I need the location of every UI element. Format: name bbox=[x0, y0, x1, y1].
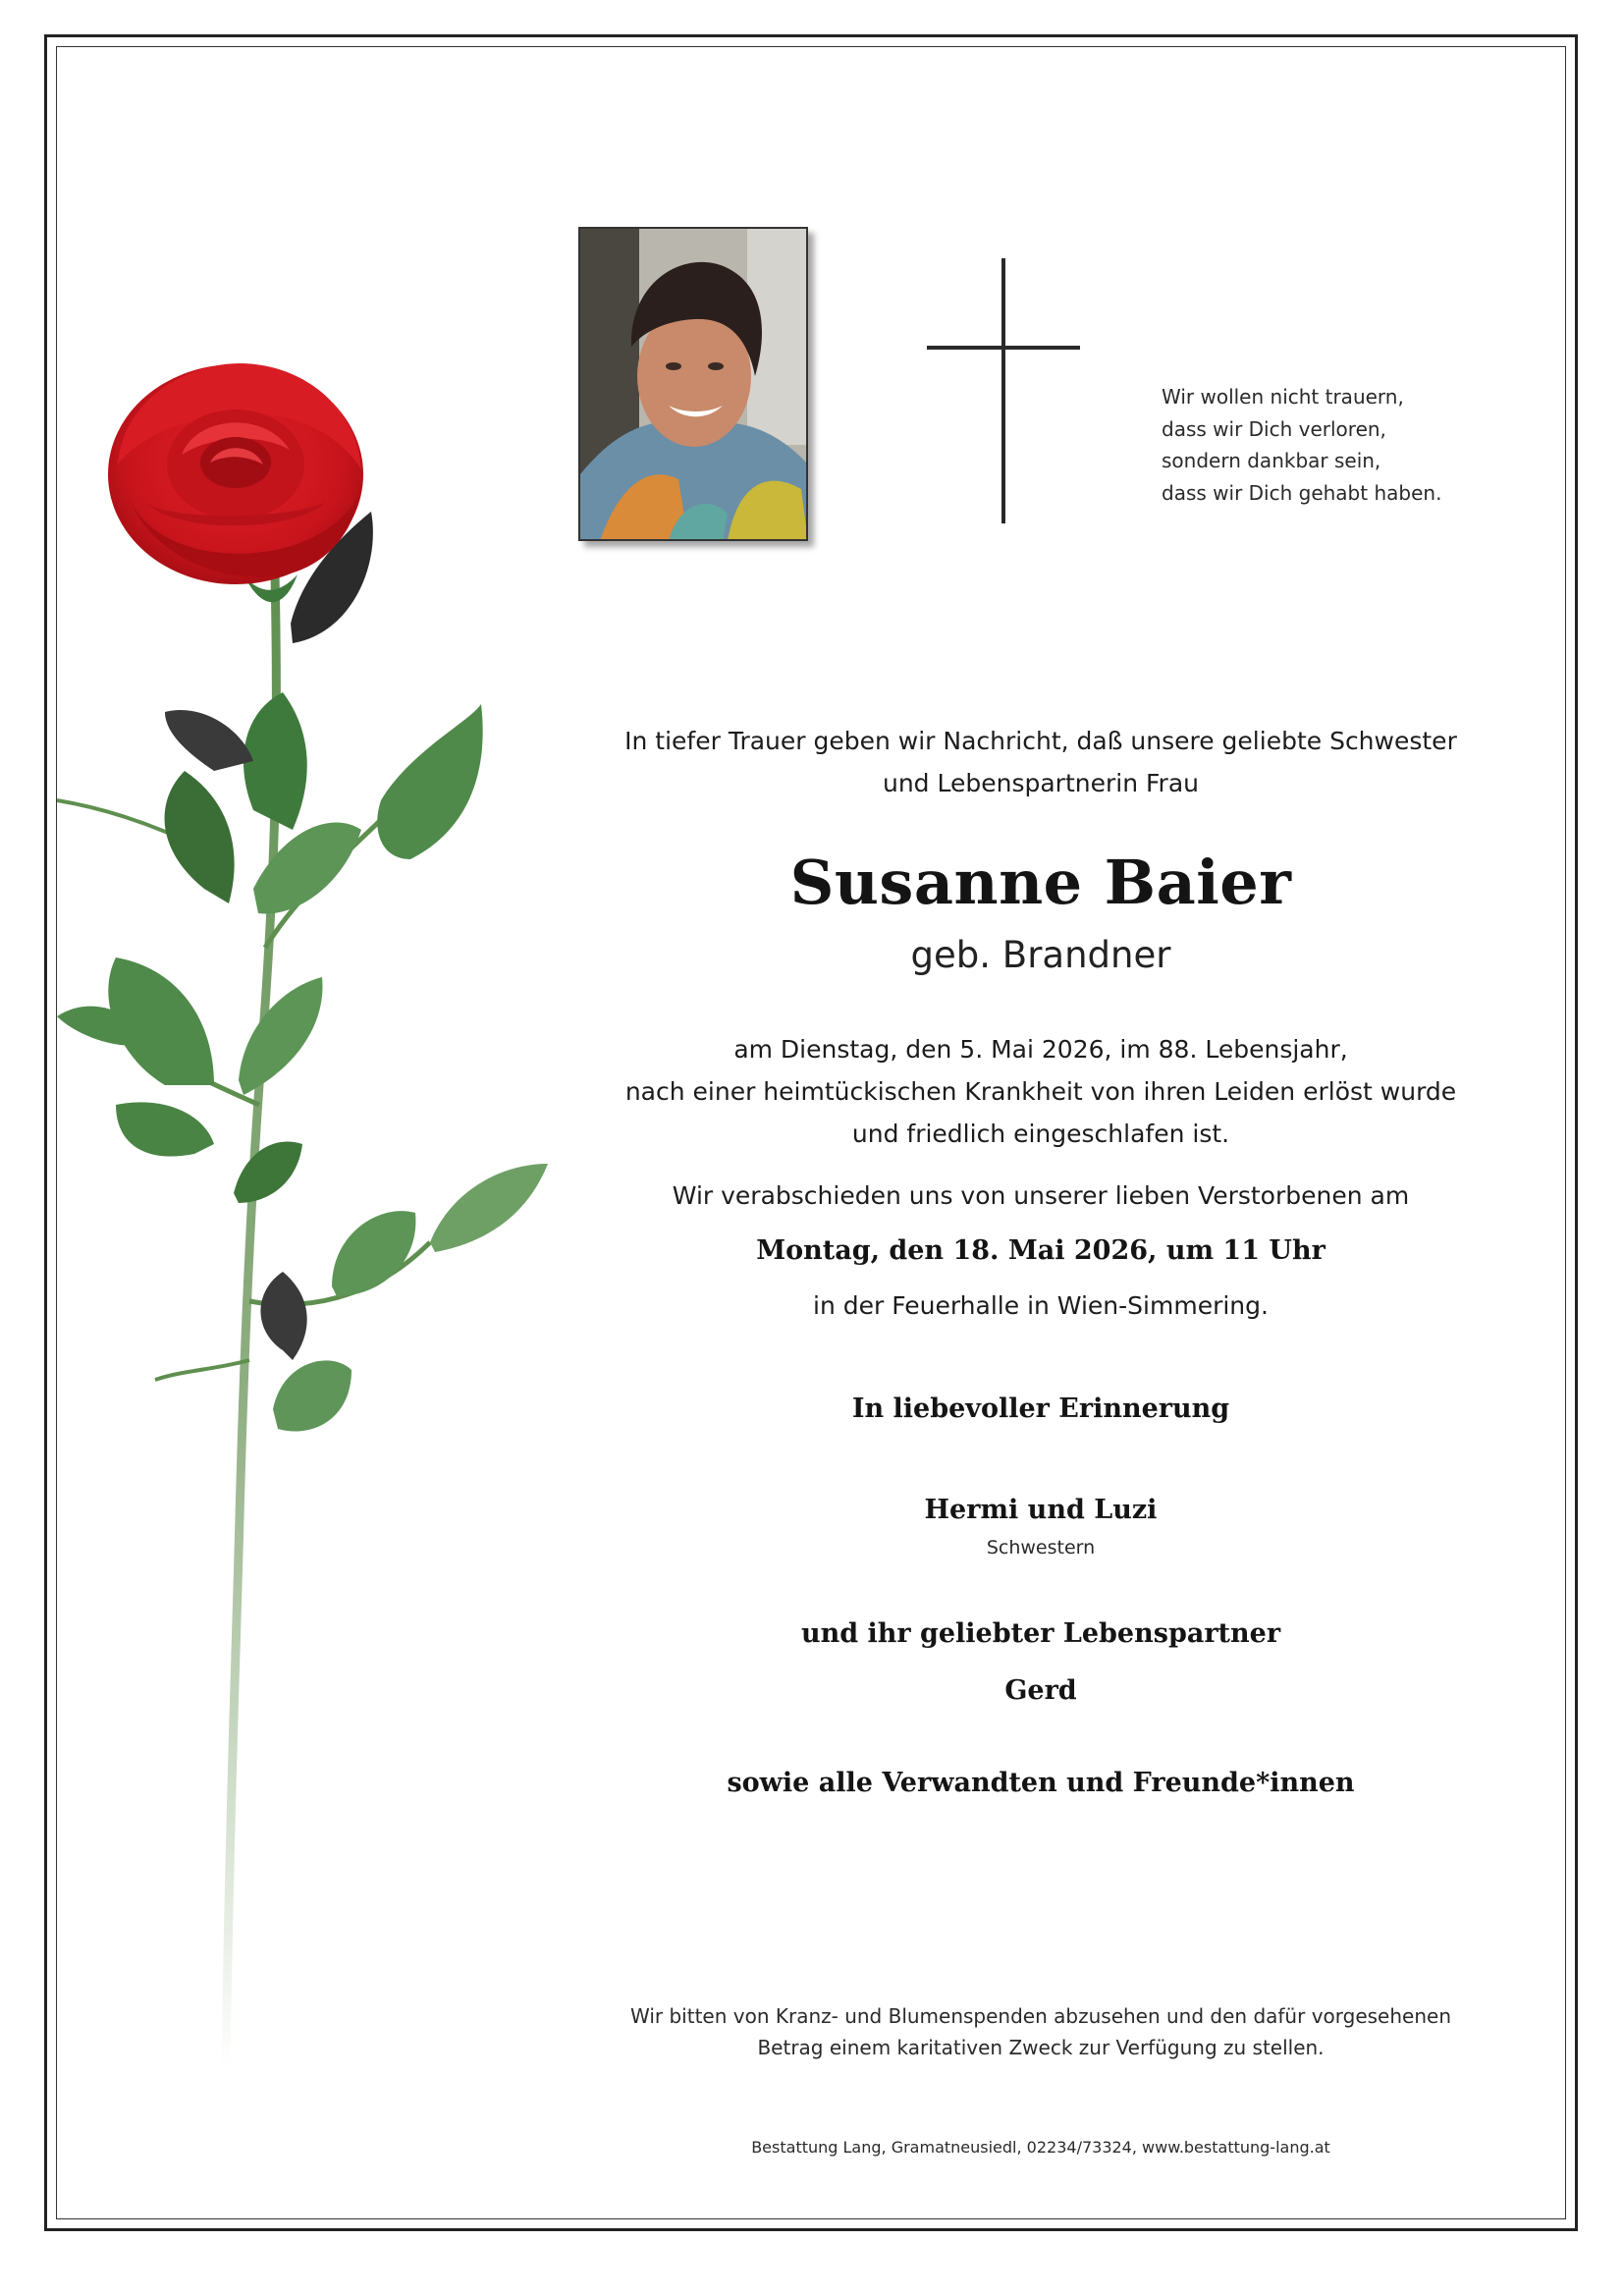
death-line-1: am Dienstag, den 5. Mai 2026, im 88. Lebensjahr, bbox=[733, 1035, 1348, 1064]
partner-line: und ihr geliebter Lebenspartner bbox=[800, 1618, 1281, 1649]
donation-note-line-1: Wir bitten von Kranz- und Blumenspenden abzusehen und den dafür vorgesehenen bbox=[630, 2004, 1451, 2028]
funeral-home-footer: Bestattung Lang, Gramatneusiedl, 02234/73324, www.bestattung-lang.at bbox=[751, 2138, 1330, 2157]
relatives-line: sowie alle Verwandten und Freunde*innen bbox=[727, 1768, 1355, 1798]
deceased-name: Susanne Baier bbox=[789, 847, 1292, 918]
intro-line-2: und Lebenspartnerin Frau bbox=[882, 769, 1199, 797]
partner-name: Gerd bbox=[1004, 1675, 1077, 1706]
remembrance-heading: In liebevoller Erinnerung bbox=[851, 1394, 1230, 1424]
death-line-3: und friedlich eingeschlafen ist. bbox=[851, 1120, 1230, 1148]
intro-line-1: In tiefer Trauer geben wir Nachricht, daß unsere geliebte Schwester bbox=[624, 727, 1457, 755]
farewell-line: Wir verabschieden uns von unserer lieben Verstorbenen am bbox=[672, 1181, 1410, 1210]
sisters-names: Hermi und Luzi bbox=[924, 1495, 1158, 1525]
death-line-2: nach einer heimtückischen Krankheit von ihren Leiden erlöst wurde bbox=[624, 1077, 1457, 1106]
red-rose-illustration bbox=[57, 339, 558, 2077]
poem-line: Wir wollen nicht trauern, bbox=[1162, 385, 1404, 409]
farewell-place: in der Feuerhalle in Wien-Simmering. bbox=[813, 1291, 1269, 1320]
poem bbox=[1162, 381, 1515, 509]
cross-icon bbox=[927, 258, 1080, 523]
poem-line: dass wir Dich gehabt haben. bbox=[1162, 480, 1442, 505]
poem-line: dass wir Dich verloren, bbox=[1162, 416, 1386, 441]
donation-note-line-2: Betrag einem karitativen Zweck zur Verfügung zu stellen. bbox=[757, 2036, 1325, 2059]
poem-line: sondern dankbar sein, bbox=[1162, 449, 1381, 472]
sisters-relation: Schwestern bbox=[986, 1537, 1096, 1558]
maiden-name: geb. Brandner bbox=[910, 934, 1171, 976]
farewell-date: Montag, den 18. Mai 2026, um 11 Uhr bbox=[756, 1235, 1325, 1266]
portrait-photo bbox=[578, 227, 808, 541]
